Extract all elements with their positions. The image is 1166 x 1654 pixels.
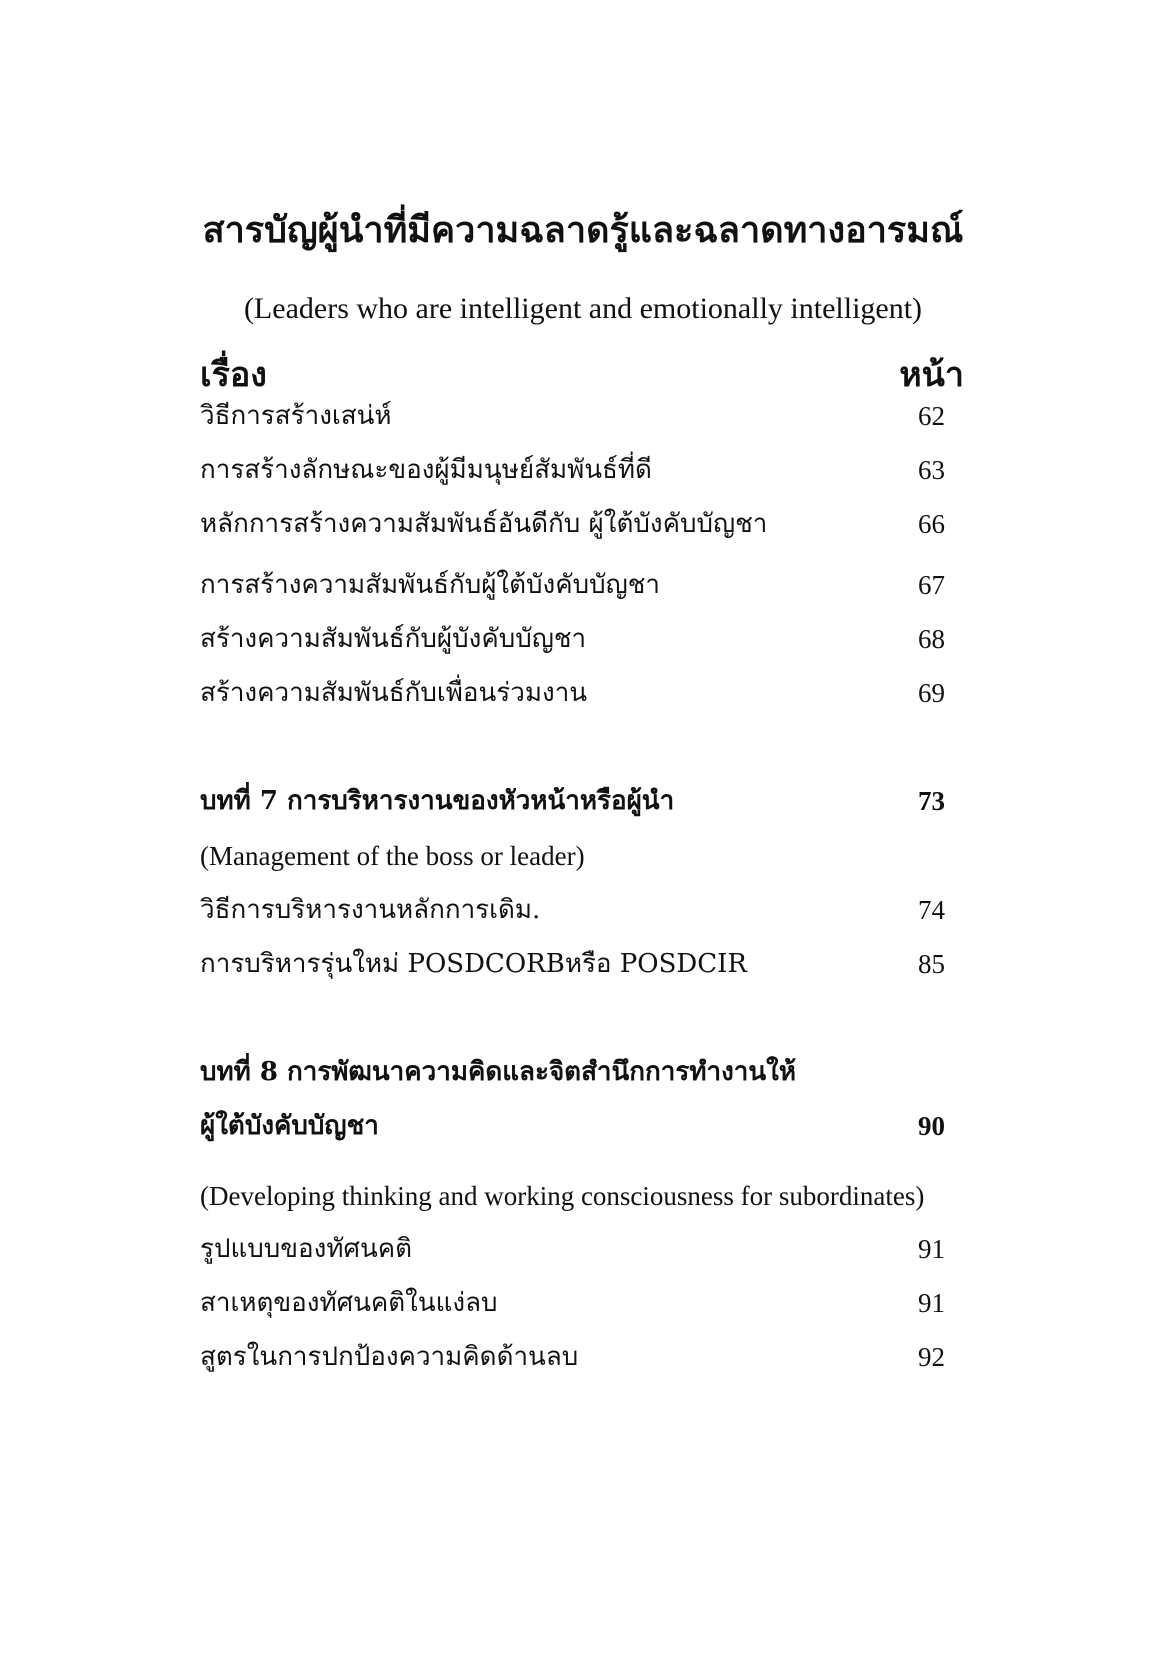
page-title: สารบัญผู้นำที่มีความฉลาดรู้และฉลาดทางอารมณ์	[202, 209, 964, 251]
toc-entry	[200, 1229, 945, 1269]
toc-entry-text: สาเหตุของทัศนคติในแง่ลบ	[200, 1288, 498, 1318]
chapter-title: บทที่ 7 การบริหารงานของหัวหน้าหรือผู้นำ	[200, 786, 675, 816]
chapter-entry	[200, 1052, 945, 1092]
chapter-page: 90	[918, 1111, 945, 1141]
toc-entry	[200, 619, 945, 659]
column-header-page: หน้า	[899, 355, 964, 395]
toc-entry	[200, 565, 945, 605]
toc-entry	[200, 673, 945, 713]
toc-entry	[200, 504, 945, 544]
toc-entry-page: 66	[918, 509, 945, 539]
chapter-english-text: (Management of the boss or leader)	[200, 841, 585, 871]
toc-entry-page: 67	[918, 570, 945, 600]
toc-entry-text: รูปแบบของทัศนคติ	[200, 1234, 413, 1264]
toc-entry	[200, 890, 945, 930]
toc-entry-page: 92	[918, 1342, 945, 1372]
toc-entry-page: 74	[918, 895, 945, 925]
chapter-entry	[200, 781, 945, 821]
toc-entry-page: 62	[918, 401, 945, 431]
chapter-page: 73	[918, 786, 945, 816]
toc-entry-text: การสร้างความสัมพันธ์กับผู้ใต้บังคับบัญชา	[200, 570, 661, 600]
toc-entry-text: วิธีการสร้างเสน่ห์	[200, 401, 392, 431]
toc-entry-page: 91	[918, 1288, 945, 1318]
toc-entry	[200, 396, 945, 436]
toc-entry	[200, 1283, 945, 1323]
toc-entry-text: สูตรในการปกป้องความคิดด้านลบ	[200, 1342, 579, 1372]
toc-entry-text: การสร้างลักษณะของผู้มีมนุษย์สัมพันธ์ที่ดี	[200, 455, 652, 485]
toc-entry	[200, 450, 945, 490]
toc-entry-page: 85	[918, 949, 945, 979]
toc-entry	[200, 1337, 945, 1377]
chapter-english-title	[200, 1176, 945, 1216]
toc-entry-text: สร้างความสัมพันธ์กับเพื่อนร่วมงาน	[200, 678, 588, 708]
toc-entry-text: วิธีการบริหารงานหลักการเดิม.	[200, 895, 541, 925]
toc-entry-text: สร้างความสัมพันธ์กับผู้บังคับบัญชา	[200, 624, 587, 654]
chapter-english-title	[200, 836, 945, 876]
column-header-subject: เรื่อง	[200, 355, 267, 395]
toc-entry-text: การบริหารรุ่นใหม่ POSDCORBหรือ POSDCIR	[200, 949, 748, 979]
chapter-title: บทที่ 8 การพัฒนาความคิดและจิตสำนึกการทำงานให้	[200, 1057, 796, 1087]
page-subtitle: (Leaders who are intelligent and emotionally intelligent)	[243, 292, 923, 325]
chapter-title: ผู้ใต้บังคับบัญชา	[200, 1111, 379, 1141]
chapter-english-text: (Developing thinking and working consciousness for subordinates)	[200, 1181, 925, 1211]
chapter-entry-continued	[200, 1106, 945, 1146]
toc-entry-text: หลักการสร้างความสัมพันธ์อันดีกับ ผู้ใต้บังคับบัญชา	[200, 509, 768, 539]
toc-entry-page: 68	[918, 624, 945, 654]
toc-entry-page: 69	[918, 678, 945, 708]
toc-entry-page: 91	[918, 1234, 945, 1264]
toc-entry-page: 63	[918, 455, 945, 485]
toc-entry	[200, 944, 945, 984]
